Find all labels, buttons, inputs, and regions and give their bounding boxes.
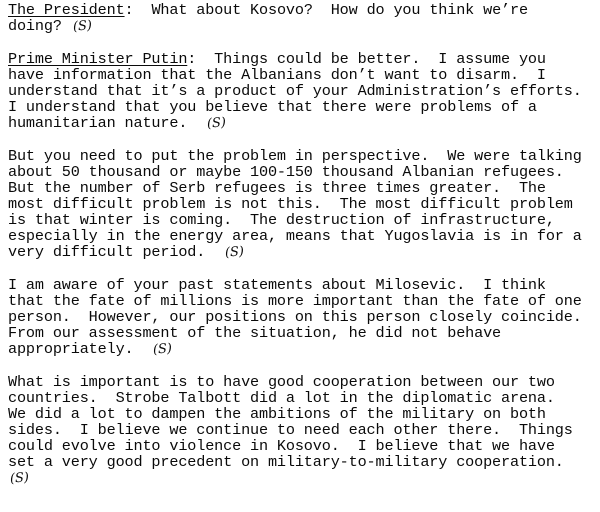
paragraph-text: Things could be better. I assume you have information that the Albanians don’t want to disarm. I understand that it’s a product of your Administration’s efforts. I understand that you believe that there were problems of a humanitarian nature. [8,50,582,132]
classification-mark: (S) [72,18,93,35]
classification-mark: (S) [224,244,245,261]
speaker-label: Prime Minister Putin [8,50,188,68]
paragraph-text: But you need to put the problem in perspective. We were talking about 50 thousand or maybe 100-150 thousand Albanian refugees. But the number of Serb refugees is three times greater. The most difficult problem is not this. The most difficult problem is that winter is coming. The destruction of infrastructure, especially in the energy area, means that Yugoslavia is in for a very difficult period. [8,147,582,261]
speaker-colon: : [187,50,197,68]
paragraph-perspective [8,148,598,261]
speaker-colon: : [124,1,134,19]
classification-mark: (S) [206,115,227,132]
paragraph-milosevic [8,277,598,358]
paragraph-putin-reply [8,51,598,132]
document-page [8,2,598,503]
paragraph-cooperation [8,374,598,487]
speaker-label: The President [8,1,125,19]
classification-mark: (S) [152,341,173,358]
classification-mark: (S) [9,470,30,487]
paragraph-text: I am aware of your past statements about Milosevic. I think that the fate of millions is more important than the fate of one person. However, our positions on this person closely coincide. From our assessment of the situation, he did not behave appropriately. [8,276,582,358]
paragraph-president-question [8,2,598,35]
paragraph-text: What about Kosovo? How do you think we’re doing? [8,1,528,35]
paragraph-text: What is important is to have good cooperation between our two countries. Strobe Talbott did a lot in the diplomatic arena. We did a lot to dampen the ambitions of the military on both sides. I believe we continue to need each other there. Things could evolve into violence in Kosovo. I believe that we have set a very good precedent on military-to-military cooperation. [8,373,573,471]
